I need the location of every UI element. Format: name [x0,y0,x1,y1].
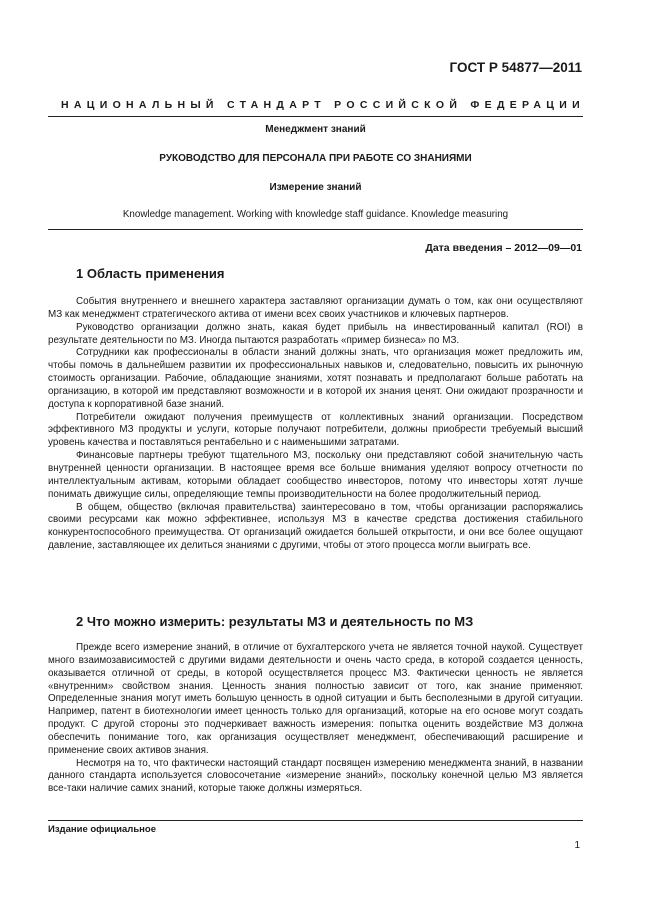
sub-title: Измерение знаний [269,182,362,193]
standard-code: ГОСТ Р 54877—2011 [449,60,582,75]
page-number: 1 [574,840,580,851]
introduction-date: Дата введения – 2012—09—01 [425,242,582,254]
paragraph: Несмотря на то, что фактически настоящий стандарт посвящен измерению менеджмента знаний, в названии данного стандарта используется словосочетание «измерение знаний», поскольку конечной целью МЗ является все-таки наличие самих знаний, которые также должны измеряться. [48,757,583,795]
paragraph: Руководство организации должно знать, какая будет прибыль на инвестированный капитал (ROI) в результате деятельности по МЗ. Иногда пытаются разработать «пример бизнеса» по МЗ. [48,321,583,346]
section-2-title: 2 Что можно измерить: результаты МЗ и деятельность по МЗ [76,614,474,629]
section-2-body [48,642,583,796]
footer-rule [48,820,583,821]
english-title: Knowledge management. Working with knowledge staff guidance. Knowledge measuring [122,209,509,220]
paragraph: Прежде всего измерение знаний, в отличие от бухгалтерского учета не является точной наукой. Существует много взаимозависимостей с другими видами деятельности и очень часто среда, в которой создается ценность, оказывается отличной от среды, в которой осуществляется процесс МЗ. Фактически ценность не является «внутренним» свойством знания. Ценность знания полностью зависит от того, как знание применяют. Определенные знания могут иметь большую ценность в одной ситуации и быть бесполезными в другой ситуации. Например, патент в биотехнологии имеет ценность только для организаций, которые на его основе могут создать продукт. С другой стороны это подчеркивает важность измерения: попытка оценить воздействие МЗ должна обеспечить понимание того, как организация осуществляет менеджмент, обеспечивающий расширение и применение своих активов знания. [48,642,583,756]
national-standard-banner: НАЦИОНАЛЬНЫЙ СТАНДАРТ РОССИЙСКОЙ ФЕДЕРАЦИИ [61,99,585,111]
paragraph: В общем, общество (включая правительства) заинтересовано в том, чтобы организации распоряжались своими ресурсами как можно эффективнее, используя МЗ в качестве средства достижения стабильного конкурентоспособного преимущества. От организаций ожидается большей открытости, и они все более ощущают давление, заставляющее их делиться знаниями с другими, чтобы от этого процесса могли выиграть все. [48,501,583,552]
title-rule [48,229,583,230]
paragraph: Потребители ожидают получения преимуществ от коллективных знаний организации. Посредством эффективного МЗ продукты и услуги, которые получают потребители, должны приобрести требуемый высший уровень качества и поставляться рентабельно и с наименьшими затратами. [48,411,583,449]
paragraph: События внутреннего и внешнего характера заставляют организации думать о том, как они осуществляют МЗ как менеджмент стратегического актива от имени всех своих участников и ключевых партнеров. [48,296,583,320]
section-1-title: 1 Область применения [76,266,225,281]
paragraph: Финансовые партнеры требуют тщательного МЗ, поскольку они представляют собой значительную часть внутренней ценности организации. В настоящее время все больше внимания уделяют вопросу отчетности по интеллектуальным активам, которыми обладает сообщество инвесторов, потому что инвесторы хотят лучше понимать движущие силы, определяющие темпы производительности на более продолжительный период. [48,450,583,500]
topic-title: Менеджмент знаний [265,124,366,135]
section-1-body [48,296,583,553]
publisher-note: Издание официальное [48,824,156,835]
main-title: РУКОВОДСТВО ДЛЯ ПЕРСОНАЛА ПРИ РАБОТЕ СО ЗНАНИЯМИ [159,153,472,164]
paragraph: Сотрудники как профессионалы в области знаний должны знать, что организация может предложить им, чтобы помочь в дальнейшем развитии их профессиональных навыков и, следовательно, повысить их рыночную стоимость организации. Рабочие, обладающие знаниями, хотят познавать и предполагают больше работать на организацию, в которой им представляют возможности и в которой их знания ценят. Они ожидают прозрачности и доступа к корпоративной базе знаний. [48,347,583,410]
header-rule [48,116,583,117]
